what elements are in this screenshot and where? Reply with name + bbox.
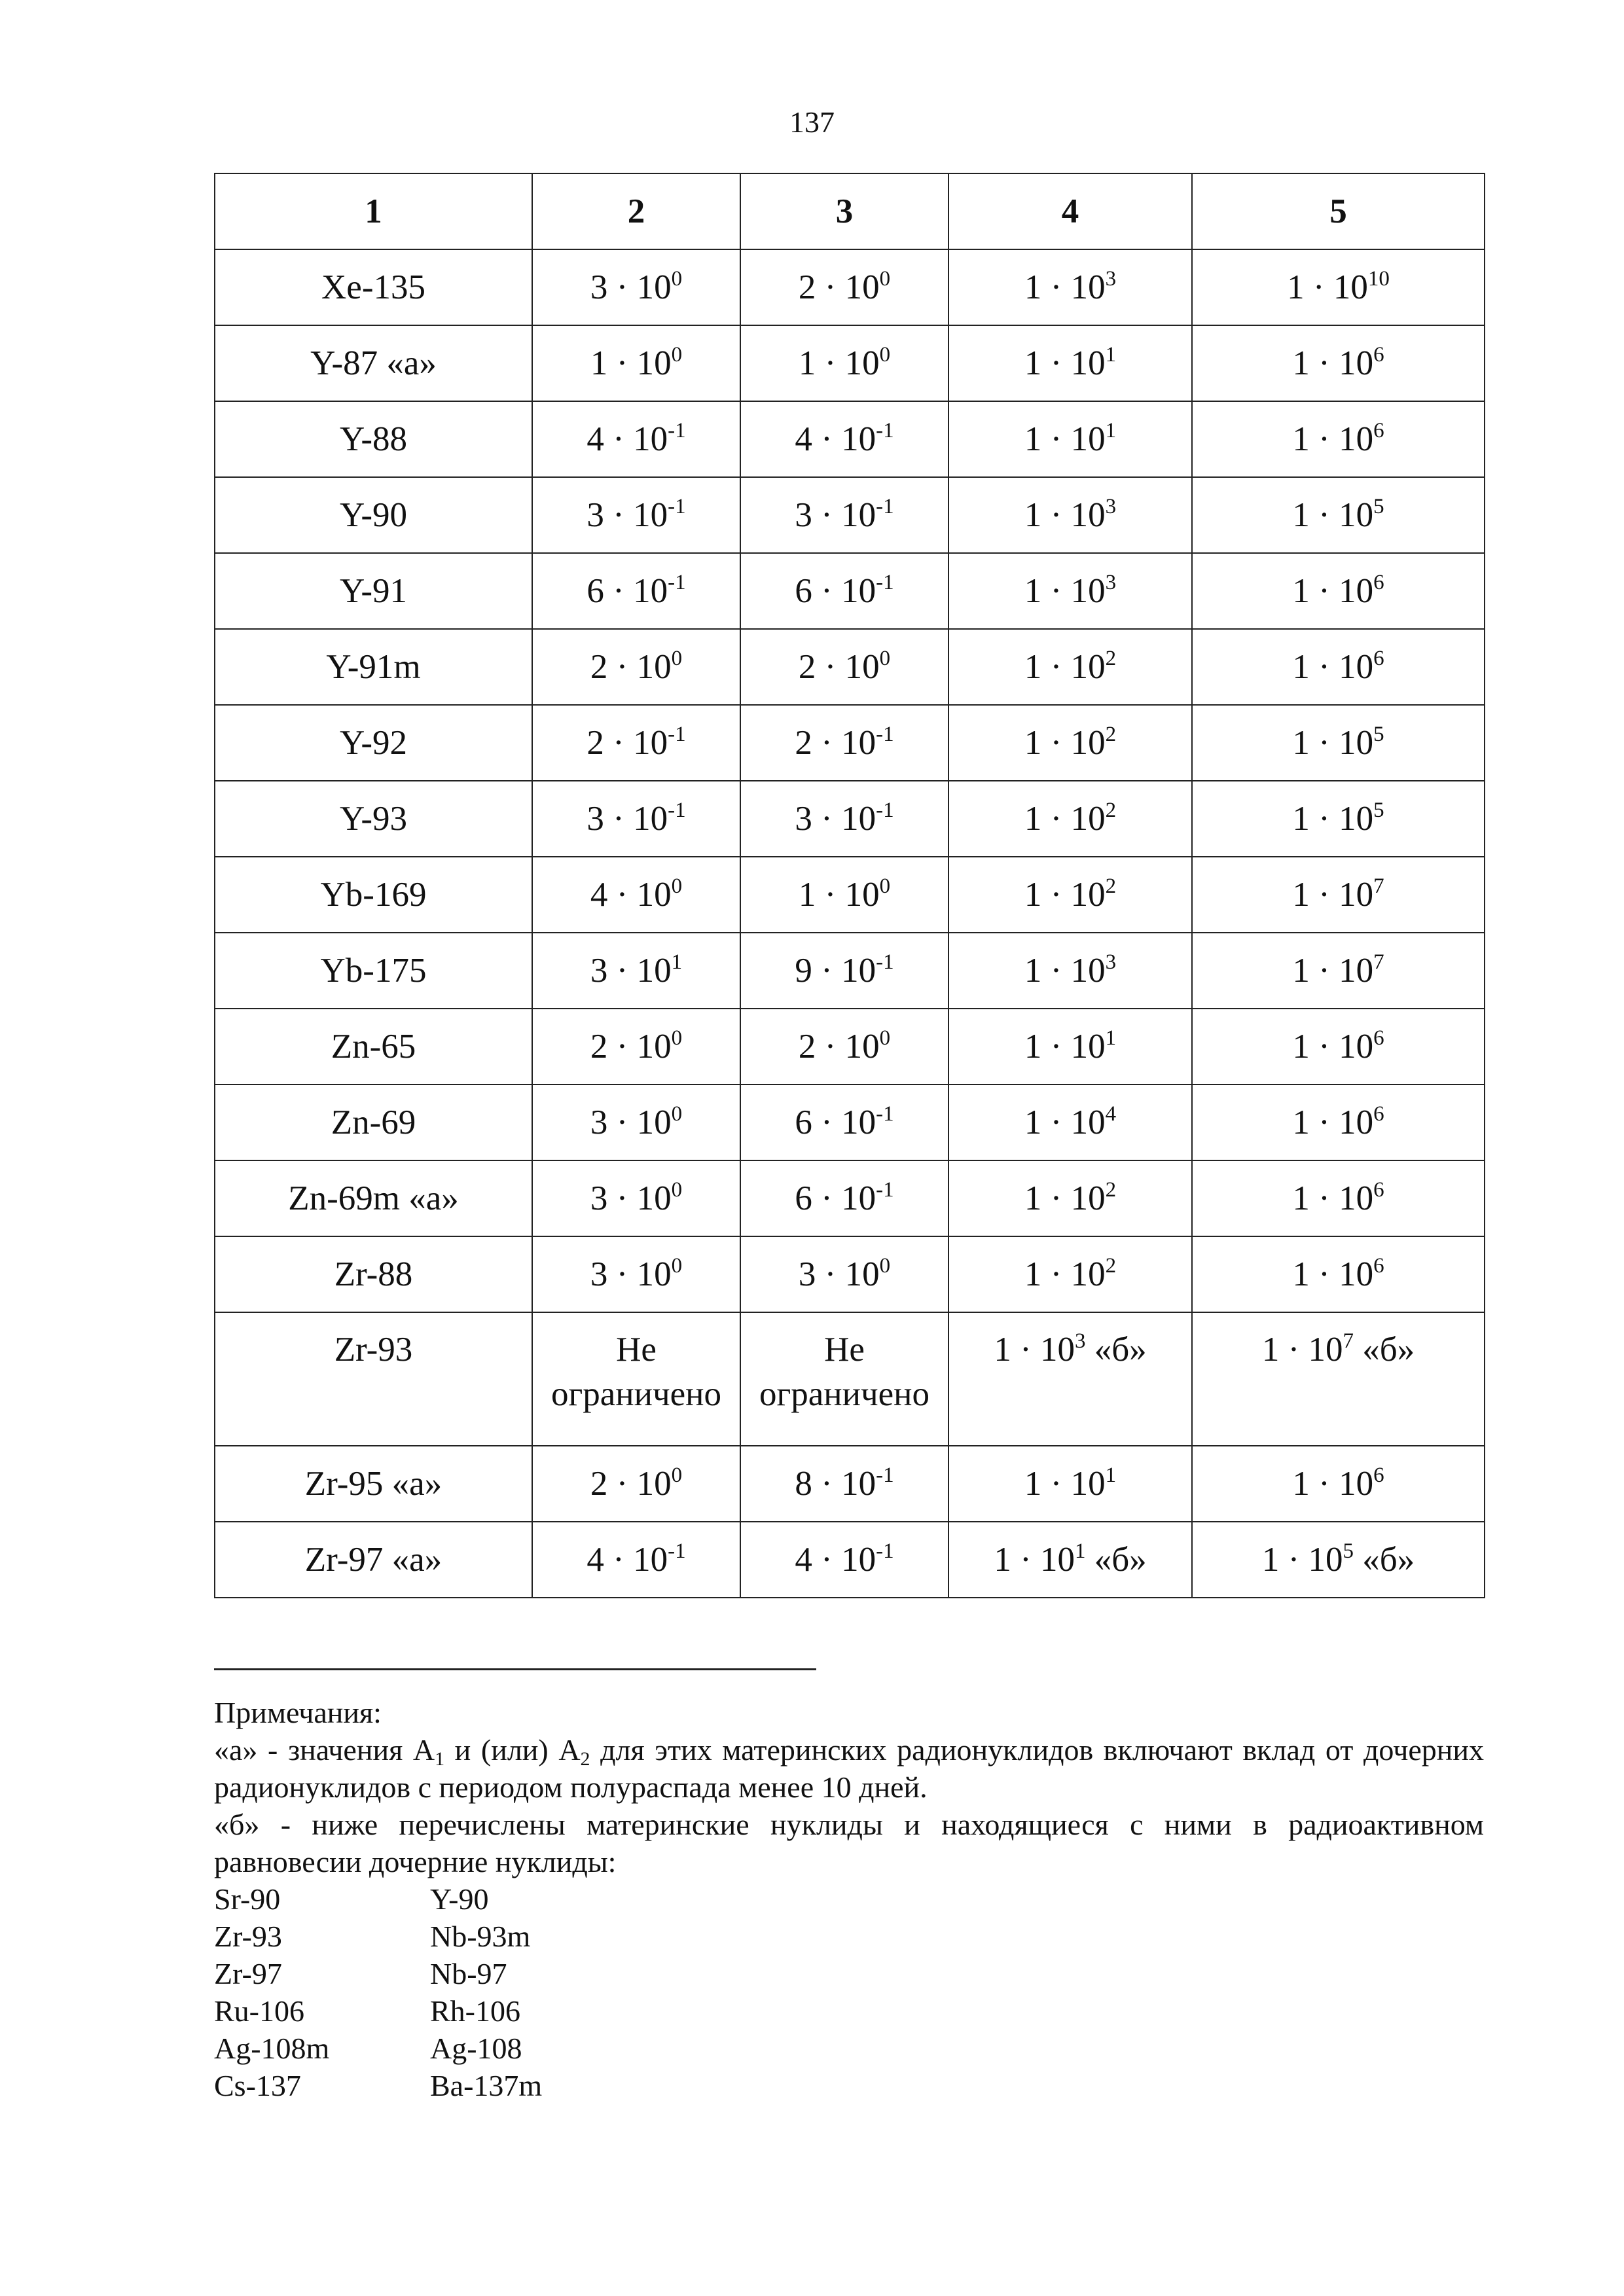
- table-header-row: [215, 173, 1485, 249]
- exponent: 0: [671, 874, 683, 898]
- radionuclide-table: [214, 173, 1485, 1598]
- table-row: [215, 781, 1485, 857]
- mantissa: 3: [795, 496, 812, 534]
- cell-text: Не ограничено: [759, 1331, 930, 1413]
- exponent: 4: [1105, 1102, 1117, 1126]
- exponent: -1: [876, 798, 894, 822]
- mantissa: 1: [1292, 648, 1310, 686]
- mantissa: 1: [1292, 496, 1310, 534]
- mantissa: 1: [1024, 572, 1042, 610]
- exponent: 0: [879, 874, 891, 898]
- exponent: -1: [876, 1463, 894, 1487]
- mantissa: 1: [798, 876, 816, 914]
- exponent: 7: [1343, 1329, 1354, 1353]
- value-cell-c5: $1 \cdot 10^5$: [1192, 705, 1485, 781]
- mantissa: 4: [586, 1541, 604, 1579]
- notes-title: Примечания:: [214, 1696, 382, 1729]
- mantissa: 6: [795, 1103, 812, 1141]
- table-row: [215, 629, 1485, 705]
- exponent: -1: [668, 1539, 686, 1563]
- exponent: -1: [876, 1102, 894, 1126]
- parent-nuclide: Zr-93: [214, 1920, 282, 1953]
- exponent: 0: [671, 647, 683, 670]
- value-cell-c2: $4 \cdot 10^{-1}$: [532, 401, 740, 477]
- value-cell-c4: $1 \cdot 10^3$ «б»: [948, 1312, 1192, 1446]
- note-a: [214, 1731, 1484, 1806]
- mantissa: 3: [795, 800, 812, 838]
- mantissa: 1: [1024, 1255, 1042, 1293]
- exponent: 5: [1373, 723, 1384, 746]
- nuclide-cell: Y-92: [215, 705, 532, 781]
- value-cell-c2: $2 \cdot 10^0$: [532, 629, 740, 705]
- mantissa: 1: [1024, 952, 1042, 990]
- nuclide-cell: Y-91: [215, 553, 532, 629]
- exponent: 2: [1105, 874, 1117, 898]
- nuclide-cell: Yb-175: [215, 933, 532, 1009]
- nuclide-cell: Y-91m: [215, 629, 532, 705]
- value-cell-c4: $1 \cdot 10^2$: [948, 857, 1192, 933]
- value-cell-c2: $2 \cdot 10^0$: [532, 1009, 740, 1085]
- value-cell-c2: $3 \cdot 10^0$: [532, 1236, 740, 1312]
- mantissa: 1: [1292, 572, 1310, 610]
- nuclide-cell: Yb-169: [215, 857, 532, 933]
- mantissa: 1: [1024, 268, 1042, 306]
- exponent: -1: [668, 571, 686, 594]
- exponent: 6: [1373, 647, 1384, 670]
- mantissa: 1: [1024, 420, 1042, 458]
- footnote-marker: «б»: [1353, 1331, 1415, 1369]
- exponent: -1: [876, 495, 894, 518]
- column-header-4: 4: [948, 173, 1192, 249]
- value-cell-c5: $1 \cdot 10^6$: [1192, 1236, 1485, 1312]
- value-cell-c3: $1 \cdot 10^0$: [740, 325, 948, 401]
- mantissa: 1: [1024, 648, 1042, 686]
- value-cell-c5: $1 \cdot 10^6$: [1192, 1160, 1485, 1236]
- table-row: [215, 401, 1485, 477]
- table-row: [215, 1446, 1485, 1522]
- column-header-5: 5: [1192, 173, 1485, 249]
- nuclide-cell: Zn-69: [215, 1085, 532, 1160]
- table-row: [215, 1160, 1485, 1236]
- mantissa: 1: [1292, 952, 1310, 990]
- mantissa: 1: [1024, 1465, 1042, 1503]
- mantissa: 1: [1292, 344, 1310, 382]
- value-cell-c2: $4 \cdot 10^{-1}$: [532, 1522, 740, 1598]
- mantissa: 1: [1024, 1028, 1042, 1066]
- cell-text: Не ограничено: [550, 1331, 722, 1413]
- exponent: 5: [1373, 495, 1384, 518]
- mantissa: 3: [590, 1255, 608, 1293]
- table-row: [215, 1085, 1485, 1160]
- value-cell-c5: $1 \cdot 10^{10}$: [1192, 249, 1485, 325]
- page-number: 137: [789, 105, 835, 139]
- value-cell-c2: $3 \cdot 10^0$: [532, 1160, 740, 1236]
- footnote-marker: «б»: [1353, 1541, 1415, 1579]
- value-cell-c4: $1 \cdot 10^2$: [948, 1160, 1192, 1236]
- value-cell-c2: $6 \cdot 10^{-1}$: [532, 553, 740, 629]
- mantissa: 2: [798, 268, 816, 306]
- table-row: [215, 553, 1485, 629]
- mantissa: 2: [590, 1465, 608, 1503]
- nuclide-pair: [214, 1992, 1484, 2030]
- nuclide-cell: Xe-135: [215, 249, 532, 325]
- value-cell-c5: $1 \cdot 10^6$: [1192, 629, 1485, 705]
- value-cell-c3: $6 \cdot 10^{-1}$: [740, 1160, 948, 1236]
- exponent: 6: [1373, 1254, 1384, 1278]
- table-row: [215, 249, 1485, 325]
- exponent: 6: [1373, 1102, 1384, 1126]
- exponent: 2: [1105, 1178, 1117, 1202]
- table-row: [215, 1522, 1485, 1598]
- parent-nuclide: Ru-106: [214, 1994, 304, 2028]
- value-cell-c2: $3 \cdot 10^{-1}$: [532, 477, 740, 553]
- value-cell-c5: $1 \cdot 10^5$: [1192, 477, 1485, 553]
- exponent: 2: [1105, 647, 1117, 670]
- mantissa: 8: [795, 1465, 812, 1503]
- value-cell-c4: $1 \cdot 10^1$: [948, 325, 1192, 401]
- daughter-nuclide: Nb-97: [430, 1957, 507, 1990]
- parent-nuclide: Sr-90: [214, 1882, 281, 1916]
- exponent: 1: [1105, 419, 1117, 442]
- note-b: «б» - ниже перечислены материнские нуклиды и находящиеся с ними в радиоактивном равновесии дочерние нуклиды:: [214, 1808, 1484, 1878]
- value-cell-c2: $2 \cdot 10^0$: [532, 1446, 740, 1522]
- nuclide-cell: Y-93: [215, 781, 532, 857]
- value-cell-c3: $3 \cdot 10^{-1}$: [740, 781, 948, 857]
- mantissa: 1: [1261, 1331, 1280, 1369]
- exponent: 0: [879, 267, 891, 291]
- value-cell-c3: $3 \cdot 10^0$: [740, 1236, 948, 1312]
- exponent: 6: [1373, 1026, 1384, 1050]
- value-cell-c3: $4 \cdot 10^{-1}$: [740, 401, 948, 477]
- exponent: 6: [1373, 1178, 1384, 1202]
- mantissa: 3: [586, 496, 604, 534]
- mantissa: 1: [1024, 876, 1042, 914]
- mantissa: 3: [586, 800, 604, 838]
- parent-nuclide: Zr-97: [214, 1957, 282, 1990]
- mantissa: 4: [795, 420, 812, 458]
- mantissa: 1: [1292, 1465, 1310, 1503]
- mantissa: 6: [795, 572, 812, 610]
- exponent: 3: [1074, 1329, 1086, 1353]
- mantissa: 3: [590, 268, 608, 306]
- nuclide-pair: [214, 1918, 1484, 1955]
- mantissa: 4: [586, 420, 604, 458]
- mantissa: 2: [795, 724, 812, 762]
- value-cell-c2: $3 \cdot 10^1$: [532, 933, 740, 1009]
- exponent: 5: [1373, 798, 1384, 822]
- exponent: 3: [1105, 571, 1117, 594]
- nuclide-cell: Zr-97 «а»: [215, 1522, 532, 1598]
- value-cell-c2: $3 \cdot 10^{-1}$: [532, 781, 740, 857]
- exponent: -1: [668, 495, 686, 518]
- mantissa: 1: [994, 1541, 1011, 1579]
- nuclide-cell: Zr-95 «а»: [215, 1446, 532, 1522]
- daughter-nuclide: Ba-137m: [430, 2069, 543, 2102]
- mantissa: 4: [590, 876, 608, 914]
- value-cell-c4: $1 \cdot 10^3$: [948, 477, 1192, 553]
- note-a-middle: и (или) A: [444, 1733, 581, 1767]
- exponent: 0: [879, 1026, 891, 1050]
- nuclide-pairs-list: [214, 1880, 1484, 2104]
- mantissa: 1: [1292, 800, 1310, 838]
- table-row: [215, 857, 1485, 933]
- note-a-sub1: 1: [435, 1748, 445, 1770]
- nuclide-cell: Y-88: [215, 401, 532, 477]
- mantissa: 1: [1024, 1179, 1042, 1217]
- mantissa: 1: [1024, 800, 1042, 838]
- exponent: -1: [876, 419, 894, 442]
- mantissa: 1: [1292, 1103, 1310, 1141]
- footnote-marker: «б»: [1085, 1331, 1147, 1369]
- exponent: -1: [876, 1539, 894, 1563]
- mantissa: 1: [1287, 268, 1305, 306]
- value-cell-c5: $1 \cdot 10^6$: [1192, 553, 1485, 629]
- value-cell-c2: $1 \cdot 10^0$: [532, 325, 740, 401]
- mantissa: 2: [798, 1028, 816, 1066]
- nuclide-cell: Zn-65: [215, 1009, 532, 1085]
- parent-nuclide: Cs-137: [214, 2069, 301, 2102]
- value-cell-c2: [532, 1312, 740, 1446]
- exponent: 3: [1105, 950, 1117, 974]
- value-cell-c5: $1 \cdot 10^7$: [1192, 857, 1485, 933]
- value-cell-c5: $1 \cdot 10^6$: [1192, 1009, 1485, 1085]
- exponent: 5: [1343, 1539, 1354, 1563]
- exponent: 0: [671, 267, 683, 291]
- value-cell-c3: [740, 1312, 948, 1446]
- nuclide-pair: [214, 1880, 1484, 1918]
- mantissa: 1: [994, 1331, 1011, 1369]
- exponent: 0: [671, 343, 683, 367]
- table-row: [215, 325, 1485, 401]
- value-cell-c3: $3 \cdot 10^{-1}$: [740, 477, 948, 553]
- value-cell-c4: $1 \cdot 10^2$: [948, 1236, 1192, 1312]
- exponent: 6: [1373, 419, 1384, 442]
- table-row: [215, 1236, 1485, 1312]
- exponent: -1: [668, 419, 686, 442]
- mantissa: 9: [795, 952, 812, 990]
- exponent: -1: [876, 571, 894, 594]
- value-cell-c3: $1 \cdot 10^0$: [740, 857, 948, 933]
- value-cell-c5: $1 \cdot 10^6$: [1192, 1085, 1485, 1160]
- exponent: 0: [671, 1178, 683, 1202]
- value-cell-c3: $2 \cdot 10^{-1}$: [740, 705, 948, 781]
- value-cell-c5: $1 \cdot 10^7$ «б»: [1192, 1312, 1485, 1446]
- mantissa: 1: [1292, 1255, 1310, 1293]
- exponent: -1: [876, 1178, 894, 1202]
- mantissa: 2: [586, 724, 604, 762]
- mantissa: 1: [1292, 724, 1310, 762]
- table-row: [215, 933, 1485, 1009]
- table-row: [215, 477, 1485, 553]
- value-cell-c3: $2 \cdot 10^0$: [740, 629, 948, 705]
- mantissa: 3: [590, 1103, 608, 1141]
- table-body: [215, 173, 1485, 1598]
- exponent: 10: [1367, 267, 1390, 291]
- note-a-sub2: 2: [580, 1748, 590, 1770]
- exponent: 1: [1105, 343, 1117, 367]
- value-cell-c5: $1 \cdot 10^6$: [1192, 1446, 1485, 1522]
- mantissa: 3: [590, 952, 608, 990]
- table-row: [215, 705, 1485, 781]
- value-cell-c3: $6 \cdot 10^{-1}$: [740, 553, 948, 629]
- mantissa: 1: [1024, 344, 1042, 382]
- mantissa: 1: [1292, 1028, 1310, 1066]
- nuclide-cell: Zr-88: [215, 1236, 532, 1312]
- mantissa: 1: [1261, 1541, 1280, 1579]
- exponent: -1: [668, 798, 686, 822]
- value-cell-c5: $1 \cdot 10^5$: [1192, 781, 1485, 857]
- value-cell-c5: $1 \cdot 10^7$: [1192, 933, 1485, 1009]
- exponent: 0: [879, 647, 891, 670]
- mantissa: 1: [798, 344, 816, 382]
- mantissa: 3: [590, 1179, 608, 1217]
- nuclide-pair: [214, 1955, 1484, 1992]
- value-cell-c2: $4 \cdot 10^0$: [532, 857, 740, 933]
- value-cell-c4: $1 \cdot 10^1$: [948, 401, 1192, 477]
- footnote-separator: [214, 1668, 816, 1670]
- nuclide-cell: Y-87 «а»: [215, 325, 532, 401]
- mantissa: 6: [586, 572, 604, 610]
- exponent: -1: [876, 723, 894, 746]
- exponent: 2: [1105, 723, 1117, 746]
- value-cell-c4: $1 \cdot 10^3$: [948, 553, 1192, 629]
- value-cell-c3: $6 \cdot 10^{-1}$: [740, 1085, 948, 1160]
- mantissa: 1: [1292, 1179, 1310, 1217]
- value-cell-c4: $1 \cdot 10^4$: [948, 1085, 1192, 1160]
- mantissa: 1: [590, 344, 608, 382]
- value-cell-c4: $1 \cdot 10^1$ «б»: [948, 1522, 1192, 1598]
- value-cell-c3: $2 \cdot 10^0$: [740, 1009, 948, 1085]
- value-cell-c4: $1 \cdot 10^2$: [948, 705, 1192, 781]
- value-cell-c2: $3 \cdot 10^0$: [532, 1085, 740, 1160]
- value-cell-c5: $1 \cdot 10^5$ «б»: [1192, 1522, 1485, 1598]
- value-cell-c4: $1 \cdot 10^3$: [948, 933, 1192, 1009]
- parent-nuclide: Ag-108m: [214, 2032, 330, 2065]
- exponent: 3: [1105, 495, 1117, 518]
- exponent: 1: [1074, 1539, 1086, 1563]
- exponent: -1: [876, 950, 894, 974]
- note-a-prefix: «а» - значения A: [214, 1733, 435, 1767]
- value-cell-c4: $1 \cdot 10^2$: [948, 781, 1192, 857]
- note-a-rest: для этих материнских радионуклидов включают вклад от дочерних радионуклидов с периодом полураспада менее 10 дней.: [214, 1733, 1484, 1804]
- daughter-nuclide: Nb-93m: [430, 1920, 531, 1953]
- daughter-nuclide: Ag-108: [430, 2032, 522, 2065]
- exponent: 6: [1373, 571, 1384, 594]
- exponent: 0: [671, 1102, 683, 1126]
- value-cell-c3: $4 \cdot 10^{-1}$: [740, 1522, 948, 1598]
- column-header-2: 2: [532, 173, 740, 249]
- nuclide-pair: [214, 2030, 1484, 2067]
- exponent: 1: [1105, 1026, 1117, 1050]
- mantissa: 1: [1292, 420, 1310, 458]
- value-cell-c5: $1 \cdot 10^6$: [1192, 325, 1485, 401]
- mantissa: 1: [1292, 876, 1310, 914]
- nuclide-pair: [214, 2067, 1484, 2104]
- exponent: 2: [1105, 798, 1117, 822]
- exponent: 3: [1105, 267, 1117, 291]
- mantissa: 3: [798, 1255, 816, 1293]
- value-cell-c4: $1 \cdot 10^1$: [948, 1009, 1192, 1085]
- value-cell-c5: $1 \cdot 10^6$: [1192, 401, 1485, 477]
- mantissa: 2: [590, 648, 608, 686]
- value-cell-c4: $1 \cdot 10^2$: [948, 629, 1192, 705]
- mantissa: 1: [1024, 1103, 1042, 1141]
- mantissa: 1: [1024, 724, 1042, 762]
- exponent: 6: [1373, 343, 1384, 367]
- nuclide-cell: Zn-69m «а»: [215, 1160, 532, 1236]
- daughter-nuclide: Rh-106: [430, 1994, 520, 2028]
- value-cell-c3: $8 \cdot 10^{-1}$: [740, 1446, 948, 1522]
- mantissa: 6: [795, 1179, 812, 1217]
- mantissa: 4: [795, 1541, 812, 1579]
- exponent: 7: [1373, 950, 1384, 974]
- table-row: [215, 1009, 1485, 1085]
- value-cell-c3: $2 \cdot 10^0$: [740, 249, 948, 325]
- notes-section: [214, 1694, 1484, 2104]
- value-cell-c4: $1 \cdot 10^1$: [948, 1446, 1192, 1522]
- exponent: 1: [671, 950, 683, 974]
- exponent: 0: [671, 1026, 683, 1050]
- value-cell-c4: $1 \cdot 10^3$: [948, 249, 1192, 325]
- exponent: 0: [879, 1254, 891, 1278]
- mantissa: 2: [590, 1028, 608, 1066]
- nuclide-cell: Y-90: [215, 477, 532, 553]
- mantissa: 2: [798, 648, 816, 686]
- exponent: 0: [879, 343, 891, 367]
- exponent: 1: [1105, 1463, 1117, 1487]
- exponent: 0: [671, 1463, 683, 1487]
- nuclide-cell: Zr-93: [215, 1312, 532, 1446]
- value-cell-c2: $3 \cdot 10^0$: [532, 249, 740, 325]
- exponent: -1: [668, 723, 686, 746]
- exponent: 7: [1373, 874, 1384, 898]
- exponent: 6: [1373, 1463, 1384, 1487]
- table-row: [215, 1312, 1485, 1446]
- mantissa: 1: [1024, 496, 1042, 534]
- exponent: 0: [671, 1254, 683, 1278]
- value-cell-c2: $2 \cdot 10^{-1}$: [532, 705, 740, 781]
- column-header-1: 1: [215, 173, 532, 249]
- exponent: 2: [1105, 1254, 1117, 1278]
- daughter-nuclide: Y-90: [430, 1882, 489, 1916]
- footnote-marker: «б»: [1085, 1541, 1147, 1579]
- column-header-3: 3: [740, 173, 948, 249]
- value-cell-c3: $9 \cdot 10^{-1}$: [740, 933, 948, 1009]
